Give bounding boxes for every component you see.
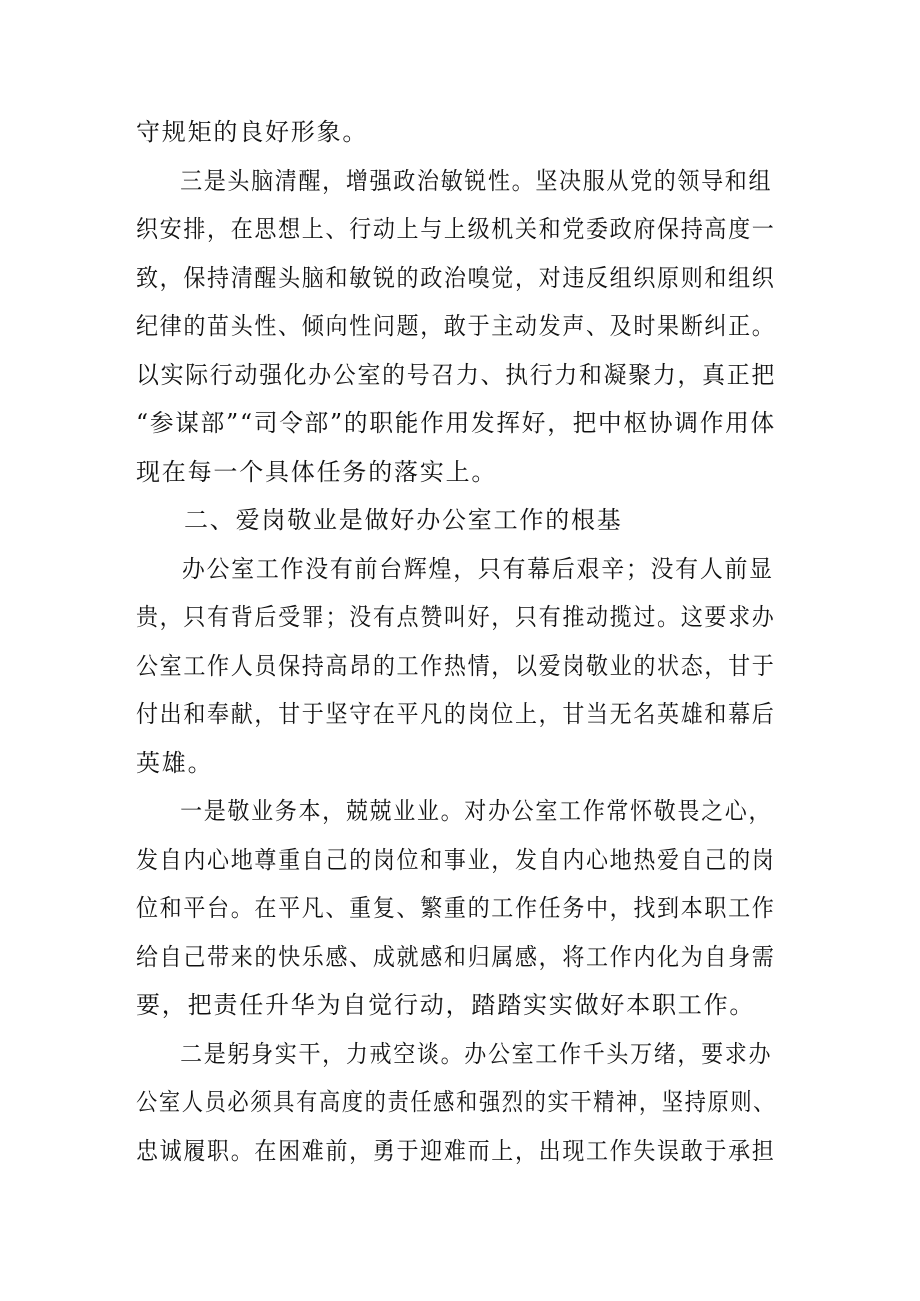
text-line: 给自己带来的快乐感、成就感和归属感，将工作内化为自身需 [136, 942, 776, 971]
text-line: 致，保持清醒头脑和敏锐的政治嗅觉，对违反组织原则和组织 [136, 263, 776, 292]
paragraph-first-line: 二是躬身实干，力戒空谈。办公室工作千头万绪，要求办 [180, 1039, 773, 1068]
section-heading: 二、爱岗敬业是做好办公室工作的根基 [184, 506, 623, 534]
text-line: 织安排，在思想上、行动上与上级机关和党委政府保持高度一 [136, 215, 776, 243]
text-line: 以实际行动强化办公室的号召力、执行力和凝聚力，真正把 [136, 360, 776, 389]
text-line: 公室人员必须具有高度的责任感和强烈的实干精神，坚持原则、 [136, 1088, 777, 1116]
text-line: 英雄。 [136, 748, 214, 777]
text-line: 守规矩的良好形象。 [136, 118, 369, 146]
text-line: 付出和奉献，甘于坚守在平凡的岗位上，甘当无名英雄和幕后 [136, 700, 776, 728]
text-line: 贵，只有背后受罪；没有点赞叫好，只有推动揽过。这要求办 [136, 603, 776, 631]
paragraph-first-line: 办公室工作没有前台辉煌，只有幕后艰辛；没有人前显 [181, 554, 774, 583]
text-line: 忠诚履职。在困难前，勇于迎难而上，出现工作失误敢于承担 [136, 1136, 776, 1165]
text-line: “参谋部”“司令部”的职能作用发挥好，把中枢协调作用体 [136, 409, 776, 437]
text-line: 公室工作人员保持高昂的工作热情，以爱岗敬业的状态，甘于 [136, 651, 776, 680]
text-line: 位和平台。在平凡、重复、繁重的工作任务中，找到本职工作 [136, 894, 776, 922]
text-line: 发自内心地尊重自己的岗位和事业，发自内心地热爱自己的岗 [136, 845, 776, 874]
document-body [136, 108, 776, 1175]
text-line: 纪律的苗头性、倾向性问题，敢于主动发声、及时果断纠正。 [136, 312, 776, 340]
text-line: 要，把责任升华为自觉行动，踏踏实实做好本职工作。 [136, 991, 756, 1019]
paragraph-first-line: 一是敬业务本，兢兢业业。对办公室工作常怀敬畏之心， [180, 797, 773, 825]
paragraph-first-line: 三是头脑清醒，增强政治敏锐性。坚决服从党的领导和组 [180, 166, 773, 195]
text-line: 现在每一个具体任务的落实上。 [136, 457, 498, 486]
